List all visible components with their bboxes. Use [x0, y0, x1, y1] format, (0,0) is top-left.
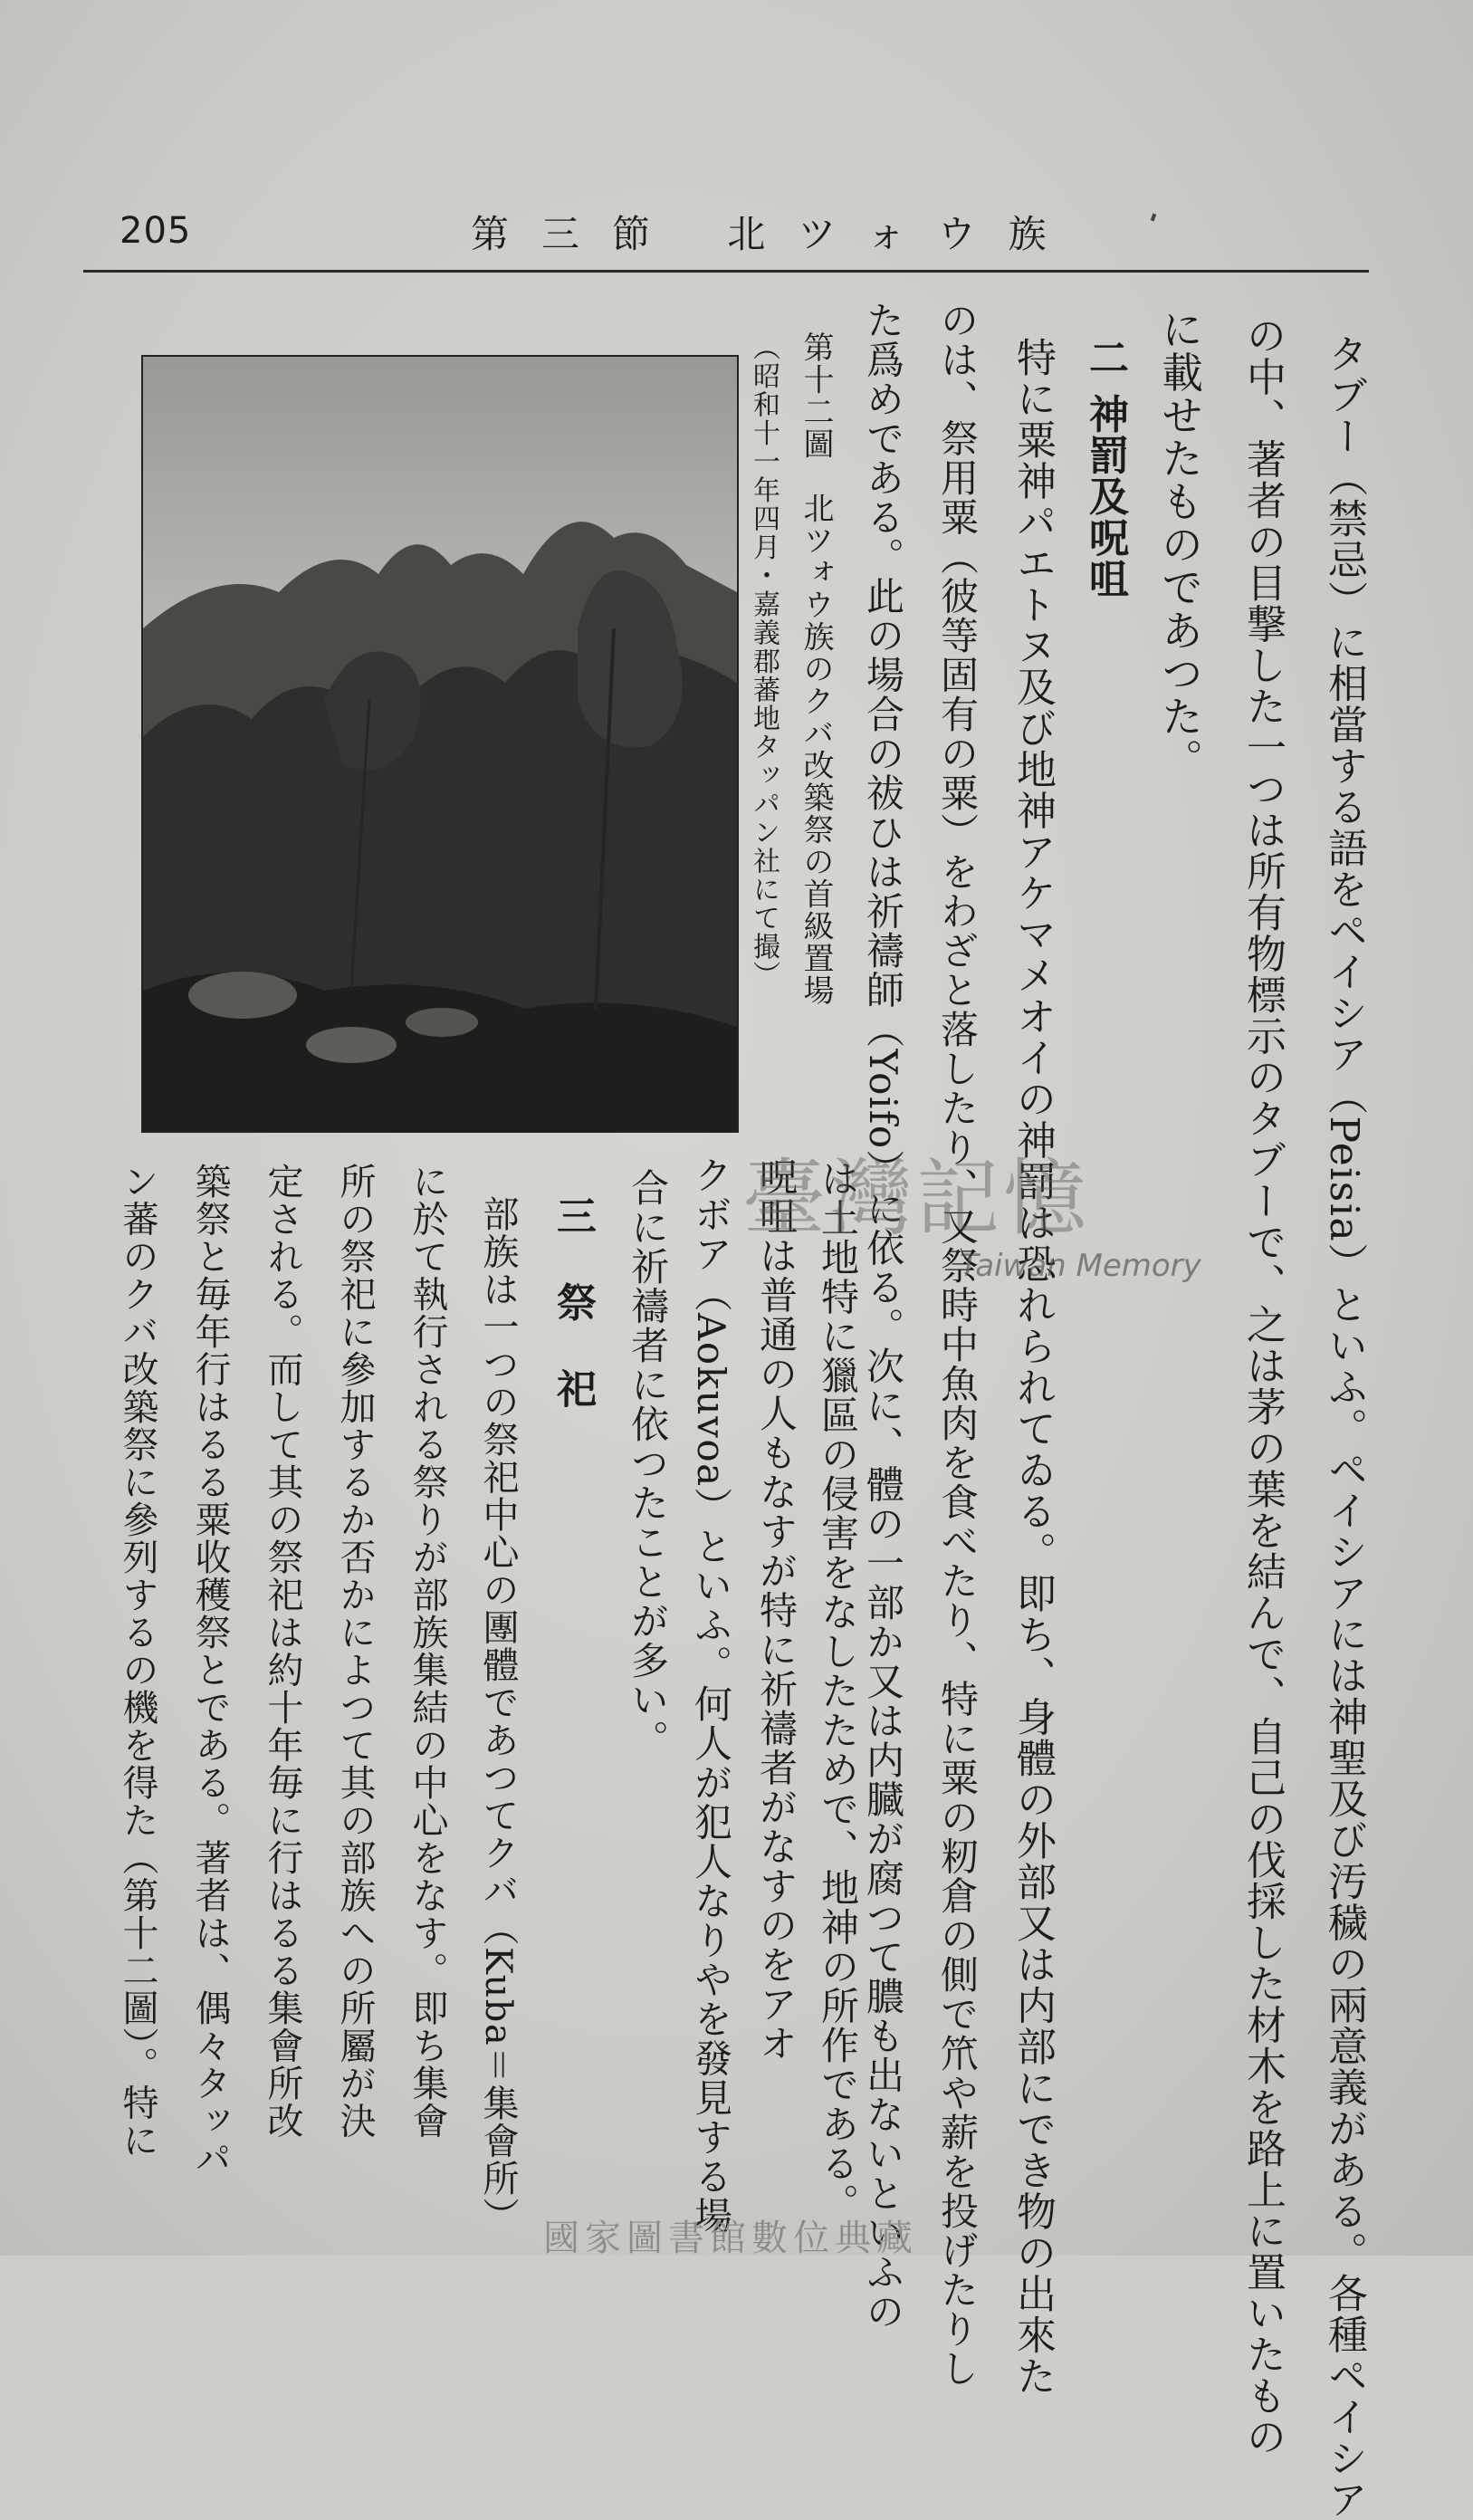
body-column-6: のは、祭用粟（彼等固有の粟）をわざと落したり、又祭時中魚肉を食べたり、特に粟の籾倉の側で笊や薪を投げたりし — [935, 301, 980, 2389]
body-column-3: に載せたものであつた。 — [1155, 308, 1204, 781]
body-column-16: 定される。而して其の祭祀は約十年毎に行はるる集會所改 — [262, 1163, 303, 2140]
body-column-17: 築祭と毎年行はるる粟收穫祭とである。著者は、偶々タッパ — [189, 1163, 231, 2178]
running-title: 第三節 北ツォウ族 — [471, 212, 1079, 256]
body-column-10: クボア（Aokuvoa）といふ。何人が犯人なりやを發見する場 — [689, 1155, 733, 2237]
body-column-14: に於て執行される祭りが部族集結の中心をなす。即ち集會 — [407, 1163, 448, 2140]
page-number: 205 — [120, 210, 192, 252]
body-column-11: 合に祈禱者に依つたことが多い。 — [626, 1168, 670, 1759]
section-heading-ritual: 三 祭 祀 — [550, 1195, 596, 1424]
section-heading-curse: 二 神罰及呪咀 — [1082, 337, 1128, 599]
body-column-1: タブー（禁忌）に相當する語をペイシア（Peisia）といふ。ペイシアには神聖及び汚穢の兩意義がある。各種ペイシア — [1321, 333, 1367, 2520]
header-rule — [83, 270, 1369, 273]
figure-caption-line1: 第十二圖 北ツォウ族のクバ改築祭の首級置場 — [798, 331, 834, 1007]
body-column-18: ン蕃のクバ改築祭に參列するの機を得た（第十二圖）。特に — [117, 1163, 158, 2160]
body-column-13: 部族は一つの祭祀中心の團體であつてクバ（Kuba＝集會所） — [477, 1195, 519, 2235]
photo-image — [143, 357, 737, 1131]
watermark-logo: 臺灣記憶 — [742, 1150, 1091, 1247]
body-column-5: 特に粟神パエトヌ及び地神アケマメオイの神罰は恐れられてゐる。即ち、身體の外部又は内部にでき物の出來た — [1009, 337, 1056, 2397]
ink-speck — [1151, 214, 1156, 222]
page-header — [0, 0, 1473, 272]
body-column-15: 所の祭祀に參加するか否かによつて其の部族への所屬が決 — [334, 1163, 376, 2140]
figure-photo — [141, 355, 739, 1133]
footer-collection-mark: 國家圖書館數位典藏 — [543, 2218, 918, 2259]
watermark-logo-en: Taiwan Memory — [960, 1248, 1201, 1284]
figure-caption-line2: （昭和十一年四月・嘉義郡蕃地タッパン社にて撮） — [748, 333, 780, 990]
body-column-2: の中、著者の目撃した一つは所有物標示のタブーで、之は茅の葉を結んで、自己の伐採した材木を路上に置いたもの — [1239, 315, 1286, 2458]
body-column-9: 呪咀は普通の人もなすが特に祈禱者がなすのをアオ — [754, 1157, 799, 2064]
body-column-7: た爲めである。此の場合の祓ひは祈禱師（Yoifo）に依る。次に、體の一部か又は内臓が腐つて膿も出ないといふの — [861, 301, 905, 2332]
body-column-8: は土地特に獵區の侵害をなしたためで、地神の所作である。 — [816, 1159, 860, 2223]
